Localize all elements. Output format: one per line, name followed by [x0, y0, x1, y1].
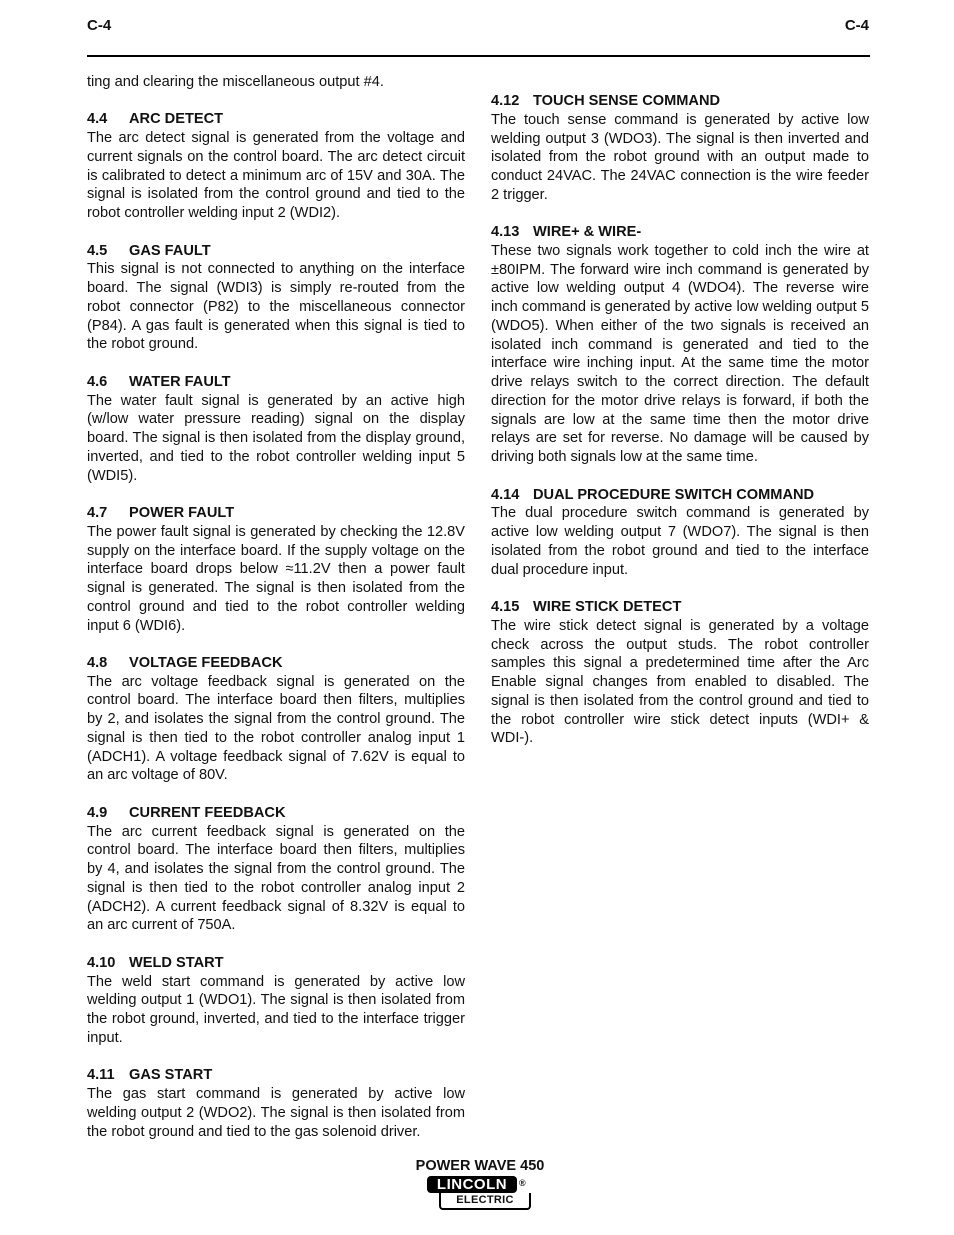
section-4-11	[87, 1066, 465, 1141]
section-title: DUAL PROCEDURE SWITCH COMMAND	[533, 486, 815, 503]
section-number: 4.13	[491, 224, 520, 241]
section-body: The arc detect signal is generated from the voltage and current signals on the control board. The arc detect circuit is calibrated to detect a minimum arc of 15V and 30A. The signal is isolated from the control ground and tied to the robot controller welding input 2 (WDI2).	[87, 130, 465, 222]
right-column	[491, 92, 869, 767]
section-4-9	[87, 804, 465, 935]
section-heading	[491, 92, 869, 111]
section-heading	[87, 804, 465, 823]
header-rule	[87, 55, 870, 57]
section-number: 4.11	[87, 1067, 115, 1084]
section-4-15	[491, 598, 869, 748]
section-body: The arc current feedback signal is generated on the control board. The interface board then filters, multiplies by 4, and isolates the signal from the control ground. The signal is then tied to the robot controller analog input 2 (ADCH2). A current feedback signal of 8.32V is equal to an arc current of 750A.	[87, 823, 465, 934]
footer	[405, 1158, 555, 1212]
section-title: WATER FAULT	[129, 373, 231, 390]
section-4-8	[87, 654, 465, 785]
section-title: WIRE+ & WIRE-	[533, 224, 642, 241]
page-number-right: C-4	[844, 17, 869, 34]
section-heading	[491, 223, 869, 242]
section-number: 4.6	[87, 373, 108, 390]
section-heading	[87, 654, 465, 673]
section-number: 4.14	[491, 486, 520, 503]
section-body: The arc voltage feedback signal is generated on the control board. The interface board then filters, multiplies by 2, and isolates the signal from the control ground. The signal is then tied to the robot controller analog input 1 (ADCH1). A voltage feedback signal of 7.62V is equal to an arc voltage of 80V.	[87, 673, 465, 784]
section-4-5	[87, 242, 465, 355]
section-body: The dual procedure switch command is generated by active low welding output 7 (WDO7). The signal is then isolated from the robot ground and tied to the interface dual procedure input.	[491, 505, 869, 578]
continued-text: ting and clearing the miscellaneous output #4.	[87, 74, 384, 90]
section-body: The weld start command is generated by active low welding output 1 (WDO1). The signal is then isolated from the robot ground, inverted, and tied to the interface trigger input.	[87, 973, 465, 1046]
left-column	[87, 73, 465, 1160]
section-title: WIRE STICK DETECT	[533, 599, 682, 616]
page-number-left: C-4	[87, 17, 112, 34]
section-heading	[87, 1066, 465, 1085]
section-number: 4.9	[87, 804, 108, 821]
section-number: 4.4	[87, 111, 108, 128]
section-4-4	[87, 110, 465, 223]
section-number: 4.12	[491, 93, 520, 109]
left-sections	[87, 110, 465, 1141]
section-heading	[87, 373, 465, 392]
section-title: VOLTAGE FEEDBACK	[129, 654, 283, 671]
section-number: 4.8	[87, 654, 108, 671]
section-heading	[87, 242, 465, 261]
section-body: These two signals work together to cold inch the wire at ±80IPM. The forward wire inch command is generated by active low welding output 4 (WDO4). The reverse wire inch command is generated by active low welding output 5 (WDO5). When either of the two signals is received an isolated inch command is generated and tied to the interface wire inching input. At the same time the motor drive relays switch to the correct direction. The default direction for the motor drive relays is forward, if both the signals are low at the same time then the motor drive relays are set for reverse. No damage will be caused by driving both signals low at the same time.	[491, 242, 869, 466]
section-body: This signal is not connected to anything on the interface board. The signal (WDI3) is simply re-routed from the robot connector (P82) to the miscellaneous connector (P84). A gas fault is generated when this signal is tied to the robot ground.	[87, 261, 465, 353]
section-body: The water fault signal is generated by an active high (w/low water pressure reading) signal on the display board. The signal is then isolated from the display ground, inverted, and tied to the robot controller welding input 5 (WDI5).	[87, 392, 465, 484]
section-4-6	[87, 373, 465, 486]
logo-registered-mark: ®	[519, 1178, 526, 1188]
section-title: CURRENT FEEDBACK	[129, 804, 286, 821]
product-name: POWER WAVE 450	[415, 1158, 545, 1174]
logo-lincoln-text: LINCOLN	[427, 1176, 517, 1193]
section-heading	[87, 504, 465, 523]
section-4-12	[491, 92, 869, 205]
section-4-14	[491, 486, 869, 580]
section-4-7	[87, 504, 465, 635]
section-body: The power fault signal is generated by checking the 12.8V supply on the interface board. If the supply voltage on the interface board drops below ≈11.2V then a power fault signal is generated. The signal is then isolated from the control ground and tied to the robot controller welding input 6 (WDI6).	[87, 523, 465, 634]
section-title: WELD START	[129, 954, 224, 971]
section-heading	[87, 110, 465, 129]
section-body: The touch sense command is generated by active low welding output 3 (WDO3). The signal is then inverted and isolated from the robot ground with an output made to conduct 24VAC. The 24VAC connection is the wire feeder 2 trigger.	[491, 111, 869, 203]
section-number: 4.5	[87, 242, 108, 259]
section-title: POWER FAULT	[129, 505, 235, 521]
section-title: ARC DETECT	[129, 111, 224, 128]
section-4-10	[87, 954, 465, 1048]
section-number: 4.10	[87, 954, 116, 971]
logo-electric-text: ELECTRIC	[439, 1193, 531, 1210]
section-heading	[87, 954, 465, 973]
section-heading	[491, 598, 869, 617]
section-title: GAS START	[129, 1067, 213, 1084]
section-4-13	[491, 223, 869, 467]
lincoln-electric-logo	[427, 1176, 533, 1212]
section-body: The wire stick detect signal is generated by a voltage check across the output studs. The robot controller samples this signal a predetermined time after the Arc Enable signal changes from enabled to disabled. The signal is then isolated from the control ground and tied to the robot controller wire stick detect inputs (WDI+ & WDI-).	[491, 617, 869, 747]
right-sections	[491, 92, 869, 748]
section-title: TOUCH SENSE COMMAND	[533, 93, 721, 109]
section-heading	[491, 486, 869, 505]
section-title: GAS FAULT	[129, 242, 211, 259]
section-number: 4.15	[491, 599, 520, 616]
section-body: The gas start command is generated by active low welding output 2 (WDO2). The signal is then isolated from the robot ground and tied to the gas solenoid driver.	[87, 1086, 465, 1140]
section-number: 4.7	[87, 505, 108, 521]
